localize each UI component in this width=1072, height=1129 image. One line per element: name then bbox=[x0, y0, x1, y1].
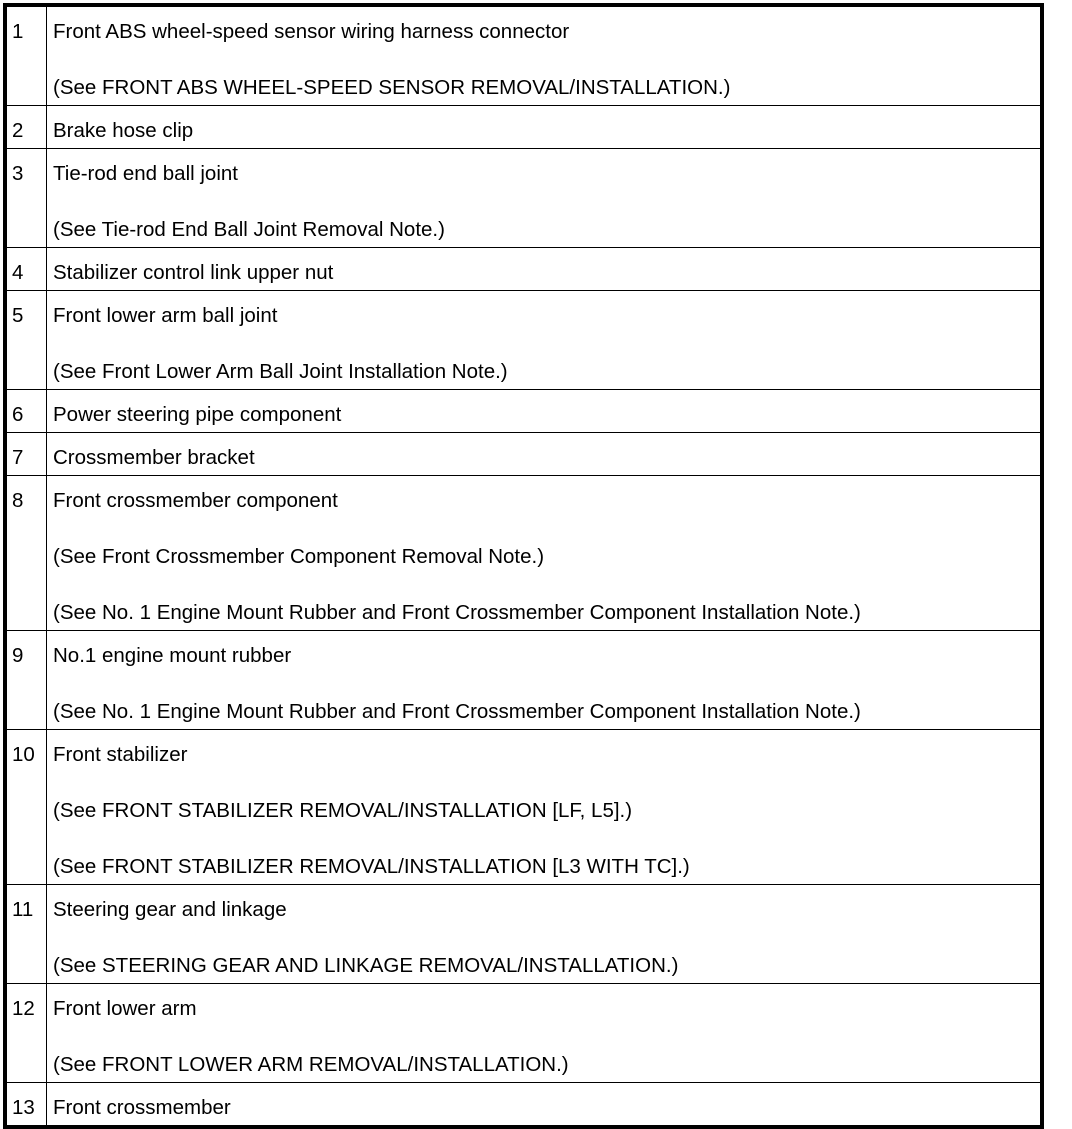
table-row bbox=[5, 885, 1042, 984]
item-number: 2 bbox=[12, 119, 24, 142]
parts-table-body bbox=[5, 5, 1042, 1127]
item-description-cell bbox=[47, 476, 1043, 631]
item-number: 1 bbox=[12, 20, 24, 43]
item-description-cell bbox=[47, 885, 1043, 984]
table-row bbox=[5, 248, 1042, 291]
table-row bbox=[5, 1083, 1042, 1128]
item-reference-note: (See FRONT STABILIZER REMOVAL/INSTALLATION [LF, L5].) bbox=[53, 799, 633, 822]
item-name: Power steering pipe component bbox=[53, 403, 342, 426]
item-name: No.1 engine mount rubber bbox=[53, 644, 292, 667]
item-description-cell bbox=[47, 1083, 1043, 1128]
item-description-cell bbox=[47, 433, 1043, 476]
table-row bbox=[5, 5, 1042, 106]
item-name: Front lower arm bbox=[53, 997, 197, 1020]
item-name: Front lower arm ball joint bbox=[53, 304, 278, 327]
item-number: 8 bbox=[12, 489, 24, 512]
item-name: Front crossmember component bbox=[53, 489, 338, 512]
item-number-cell bbox=[5, 476, 47, 631]
item-number: 7 bbox=[12, 446, 24, 469]
item-description-cell bbox=[47, 631, 1043, 730]
table-row bbox=[5, 730, 1042, 885]
item-description-cell bbox=[47, 984, 1043, 1083]
item-number: 4 bbox=[12, 261, 24, 284]
table-row bbox=[5, 476, 1042, 631]
item-number-cell bbox=[5, 5, 47, 106]
item-name: Crossmember bracket bbox=[53, 446, 255, 469]
item-number-cell bbox=[5, 433, 47, 476]
item-description-cell bbox=[47, 730, 1043, 885]
table-row bbox=[5, 984, 1042, 1083]
item-number: 13 bbox=[12, 1096, 35, 1119]
item-description-cell bbox=[47, 149, 1043, 248]
item-number: 5 bbox=[12, 304, 24, 327]
item-reference-note: (See Tie-rod End Ball Joint Removal Note.) bbox=[53, 218, 445, 241]
item-number-cell bbox=[5, 631, 47, 730]
item-number-cell bbox=[5, 984, 47, 1083]
item-number: 12 bbox=[12, 997, 35, 1020]
item-reference-note: (See Front Crossmember Component Removal Note.) bbox=[53, 545, 545, 568]
item-number-cell bbox=[5, 248, 47, 291]
item-name: Front crossmember bbox=[53, 1096, 231, 1119]
item-reference-note: (See FRONT LOWER ARM REMOVAL/INSTALLATION.) bbox=[53, 1053, 569, 1076]
table-row bbox=[5, 390, 1042, 433]
item-number-cell bbox=[5, 885, 47, 984]
item-reference-note: (See Front Lower Arm Ball Joint Installation Note.) bbox=[53, 360, 508, 383]
item-name: Brake hose clip bbox=[53, 119, 194, 142]
table-row bbox=[5, 433, 1042, 476]
table-row bbox=[5, 631, 1042, 730]
item-number-cell bbox=[5, 291, 47, 390]
item-number-cell bbox=[5, 106, 47, 149]
item-reference-note: (See STEERING GEAR AND LINKAGE REMOVAL/INSTALLATION.) bbox=[53, 954, 679, 977]
item-number: 9 bbox=[12, 644, 24, 667]
item-number-cell bbox=[5, 390, 47, 433]
item-number-cell bbox=[5, 730, 47, 885]
item-number: 10 bbox=[12, 743, 35, 766]
item-description-cell bbox=[47, 291, 1043, 390]
item-description-cell bbox=[47, 5, 1043, 106]
item-reference-note: (See No. 1 Engine Mount Rubber and Front Crossmember Component Installation Note.) bbox=[53, 601, 861, 624]
item-number: 3 bbox=[12, 162, 24, 185]
item-name: Tie-rod end ball joint bbox=[53, 162, 238, 185]
table-row bbox=[5, 291, 1042, 390]
table-row bbox=[5, 106, 1042, 149]
item-number: 11 bbox=[12, 898, 34, 921]
item-number-cell bbox=[5, 149, 47, 248]
parts-table bbox=[3, 3, 1044, 1129]
item-description-cell bbox=[47, 106, 1043, 149]
item-reference-note: (See No. 1 Engine Mount Rubber and Front Crossmember Component Installation Note.) bbox=[53, 700, 861, 723]
table-row bbox=[5, 149, 1042, 248]
item-name: Stabilizer control link upper nut bbox=[53, 261, 334, 284]
item-description-cell bbox=[47, 248, 1043, 291]
item-number-cell bbox=[5, 1083, 47, 1128]
item-reference-note: (See FRONT STABILIZER REMOVAL/INSTALLATION [L3 WITH TC].) bbox=[53, 855, 690, 878]
item-description-cell bbox=[47, 390, 1043, 433]
item-number: 6 bbox=[12, 403, 24, 426]
item-name: Front stabilizer bbox=[53, 743, 188, 766]
item-name: Steering gear and linkage bbox=[53, 898, 287, 921]
item-name: Front ABS wheel-speed sensor wiring harness connector bbox=[53, 20, 570, 43]
item-reference-note: (See FRONT ABS WHEEL-SPEED SENSOR REMOVAL/INSTALLATION.) bbox=[53, 76, 731, 99]
